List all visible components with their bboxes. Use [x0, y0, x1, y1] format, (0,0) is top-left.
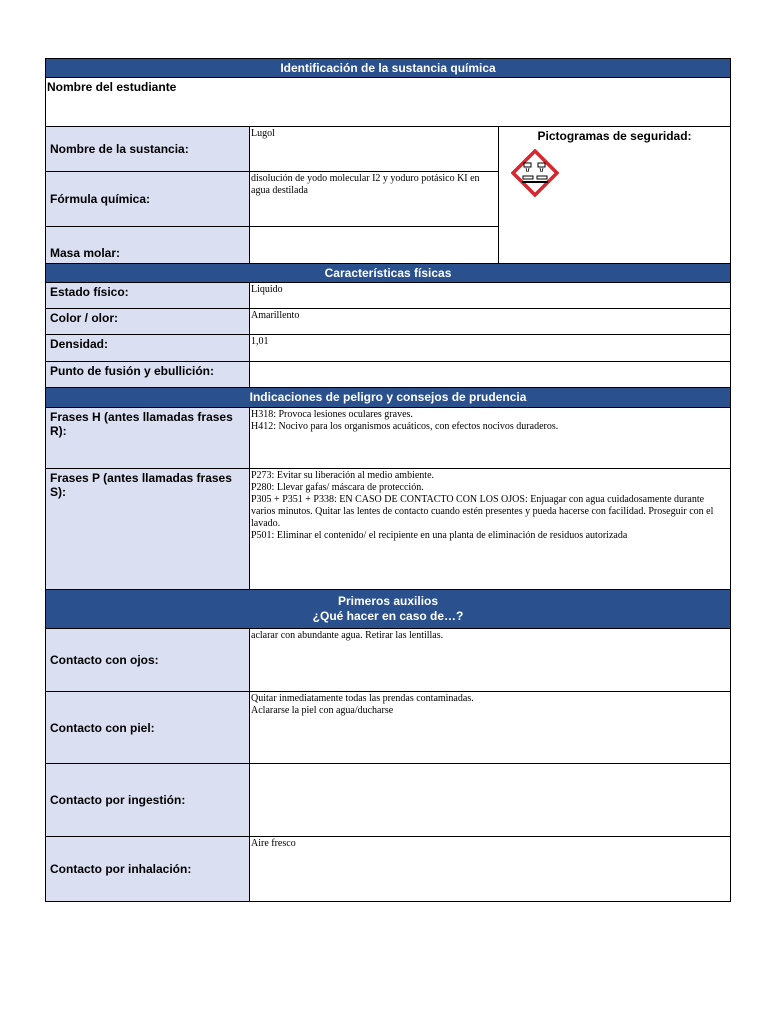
- eye-contact-value[interactable]: [250, 629, 731, 692]
- p-phrase-line: P305 + P351 + P338: EN CASO DE CONTACTO CON LOS OJOS: Enjuagar con agua cuidadosamente durante varios minutos. Quitar las lentes de contacto cuando estén presentes y pueda hacerse con facilidad. Proseguir con el lavado.: [251, 494, 714, 529]
- h-phrase-line: H412: Nocivo para los organismos acuáticos, con efectos nocivos duraderos.: [251, 421, 559, 432]
- chemical-identification-table: [45, 58, 731, 902]
- physical-header: Características físicas: [46, 264, 731, 283]
- melting-boiling-point-value[interactable]: [250, 362, 731, 388]
- physical-state-label: Estado físico:: [46, 283, 250, 309]
- p-phrase-line: P501: Eliminar el contenido/ el recipiente en una planta de eliminación de residuos autorizada: [251, 530, 628, 541]
- skin-contact-line: Aclararse la piel con agua/ducharse: [251, 705, 394, 716]
- skin-contact-line: Quitar inmediatamente todas las prendas contaminadas.: [251, 693, 474, 704]
- ingestion-contact-value[interactable]: [250, 764, 731, 837]
- student-name-label: Nombre del estudiante: [47, 80, 177, 94]
- h-phrase-line: H318: Provoca lesiones oculares graves.: [251, 409, 413, 420]
- first-aid-subtitle: ¿Qué hacer en caso de…?: [312, 609, 464, 623]
- pictogram-title: Pictogramas de seguridad:: [537, 129, 692, 143]
- first-aid-title: Primeros auxilios: [337, 594, 439, 608]
- molar-mass-label: Masa molar:: [46, 227, 250, 264]
- eye-contact-label: Contacto con ojos:: [46, 629, 250, 692]
- substance-name-label: Nombre de la sustancia:: [46, 127, 250, 172]
- density-value[interactable]: 1,01: [250, 335, 731, 362]
- chemical-formula-value[interactable]: disolución de yodo molecular I2 y yoduro potásico KI en agua destilada: [250, 172, 499, 227]
- skin-contact-label: Contacto con piel:: [46, 692, 250, 764]
- eye-contact-line: aclarar con abundante agua. Retirar las lentillas.: [251, 630, 444, 641]
- physical-state-value[interactable]: Liquido: [250, 283, 731, 309]
- chemical-formula-label: Fórmula química:: [46, 172, 250, 227]
- skin-contact-value[interactable]: [250, 692, 731, 764]
- safety-data-sheet: [45, 58, 730, 902]
- density-label: Densidad:: [46, 335, 250, 362]
- molar-mass-value[interactable]: [250, 227, 499, 264]
- color-odor-label: Color / olor:: [46, 309, 250, 335]
- inhalation-contact-line: Aire fresco: [251, 838, 296, 849]
- p-phrases-label: Frases P (antes llamadas frases S):: [46, 469, 250, 590]
- p-phrase-line: P280: Llevar gafas/ máscara de protección.: [251, 482, 424, 493]
- substance-name-value[interactable]: Lugol: [250, 127, 499, 172]
- first-aid-header: [46, 590, 731, 629]
- inhalation-contact-value[interactable]: [250, 837, 731, 902]
- h-phrases-value[interactable]: [250, 408, 731, 469]
- identification-header: Identificación de la sustancia química: [46, 59, 731, 78]
- p-phrase-line: P273: Evitar su liberación al medio ambiente.: [251, 470, 435, 481]
- hazards-header: Indicaciones de peligro y consejos de prudencia: [46, 388, 731, 408]
- color-odor-value[interactable]: Amarillento: [250, 309, 731, 335]
- melting-boiling-point-label: Punto de fusión y ebullición:: [46, 362, 250, 388]
- ingestion-contact-label: Contacto por ingestión:: [46, 764, 250, 837]
- h-phrases-label: Frases H (antes llamadas frases R):: [46, 408, 250, 469]
- student-name-field[interactable]: [46, 78, 731, 127]
- inhalation-contact-label: Contacto por inhalación:: [46, 837, 250, 902]
- pictogram-cell: [499, 127, 731, 264]
- corrosion-pictogram-icon: [511, 149, 559, 197]
- p-phrases-value[interactable]: [250, 469, 731, 590]
